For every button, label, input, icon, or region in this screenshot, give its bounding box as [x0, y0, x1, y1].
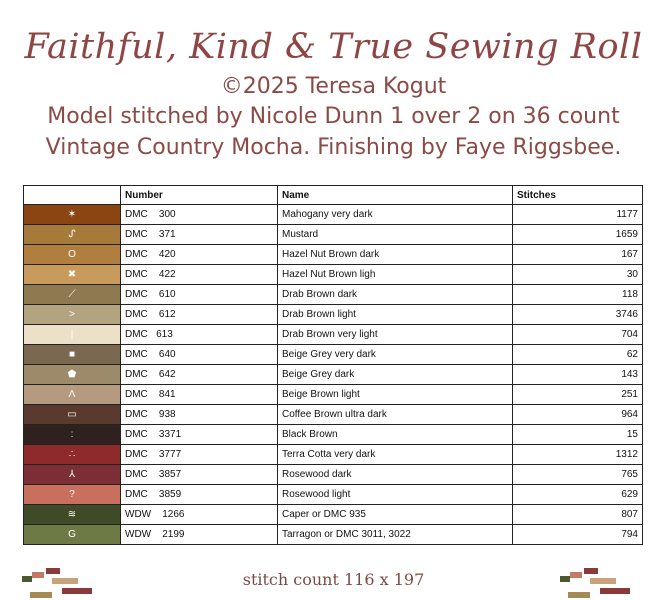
stitch-count-cell: 30 [513, 265, 643, 285]
color-swatch-symbol: | [24, 325, 121, 345]
floss-number: DMC 420 [121, 245, 278, 265]
floss-name: Rosewood light [278, 485, 513, 505]
stitch-count: stitch count 116 x 197 [242, 570, 425, 589]
stitch-count-cell: 629 [513, 485, 643, 505]
stitch-count-cell: 15 [513, 425, 643, 445]
table-row [24, 505, 643, 525]
color-swatch-symbol: ✖ [24, 265, 121, 285]
table-row [24, 405, 643, 425]
floss-number: DMC 642 [121, 365, 278, 385]
floss-name: Beige Brown light [278, 385, 513, 405]
color-swatch-symbol: ▭ [24, 405, 121, 425]
floss-name: Terra Cotta very dark [278, 445, 513, 465]
floss-name: Drab Brown light [278, 305, 513, 325]
color-swatch-symbol: ? [24, 485, 121, 505]
floss-number: DMC 371 [121, 225, 278, 245]
floss-number: DMC 3857 [121, 465, 278, 485]
floss-name: Black Brown [278, 425, 513, 445]
table-row [24, 525, 643, 545]
stitch-count-cell: 807 [513, 505, 643, 525]
floss-number: DMC 841 [121, 385, 278, 405]
floss-name: Mahogany very dark [278, 205, 513, 225]
color-swatch-symbol: G [24, 525, 121, 545]
table-row [24, 205, 643, 225]
floss-name: Coffee Brown ultra dark [278, 405, 513, 425]
stitch-count-cell: 704 [513, 325, 643, 345]
table-row [24, 445, 643, 465]
color-swatch-symbol: O [24, 245, 121, 265]
color-swatch-symbol: Λ [24, 385, 121, 405]
color-swatch-symbol: > [24, 305, 121, 325]
copyright-line: ©2025 Teresa Kogut [220, 74, 447, 99]
stitch-count-cell: 1659 [513, 225, 643, 245]
table-row [24, 245, 643, 265]
table-row [24, 305, 643, 325]
table-row [24, 465, 643, 485]
floss-name: Tarragon or DMC 3011, 3022 [278, 525, 513, 545]
stitch-count-cell: 1177 [513, 205, 643, 225]
floss-number: DMC 3777 [121, 445, 278, 465]
floss-name: Mustard [278, 225, 513, 245]
stitch-count-cell: 765 [513, 465, 643, 485]
table-row [24, 385, 643, 405]
col-header-number: Number [121, 186, 278, 205]
stitch-count-cell: 794 [513, 525, 643, 545]
floss-number: DMC 422 [121, 265, 278, 285]
stitch-count-cell: 62 [513, 345, 643, 365]
stitch-count-cell: 143 [513, 365, 643, 385]
floss-name: Drab Brown very light [278, 325, 513, 345]
color-swatch-symbol: ⬟ [24, 365, 121, 385]
color-swatch-symbol: ∴ [24, 445, 121, 465]
floss-number: WDW 1266 [121, 505, 278, 525]
floss-name: Hazel Nut Brown dark [278, 245, 513, 265]
color-swatch-symbol: : [24, 425, 121, 445]
stitch-count-cell: 167 [513, 245, 643, 265]
floss-rows [24, 205, 643, 545]
floss-number: DMC 938 [121, 405, 278, 425]
table-row [24, 365, 643, 385]
floss-number: DMC 612 [121, 305, 278, 325]
stitch-count-cell: 964 [513, 405, 643, 425]
color-swatch-symbol: ≋ [24, 505, 121, 525]
floss-number: DMC 300 [121, 205, 278, 225]
stitch-count-cell: 251 [513, 385, 643, 405]
col-header-name: Name [278, 186, 513, 205]
col-header-stitches: Stitches [513, 186, 643, 205]
floss-name: Hazel Nut Brown ligh [278, 265, 513, 285]
floss-name: Beige Grey dark [278, 365, 513, 385]
col-header-swatch [24, 186, 121, 205]
table-header-row [24, 186, 643, 205]
color-swatch-symbol: ■ [24, 345, 121, 365]
table-row [24, 325, 643, 345]
floss-number: DMC 3371 [121, 425, 278, 445]
stitch-count-cell: 118 [513, 285, 643, 305]
floss-number: DMC 613 [121, 325, 278, 345]
table-row [24, 425, 643, 445]
floss-name: Drab Brown dark [278, 285, 513, 305]
floss-number: WDW 2199 [121, 525, 278, 545]
color-swatch-symbol: ⟋ [24, 285, 121, 305]
color-swatch-symbol: ᔑ [24, 225, 121, 245]
color-swatch-symbol: ✶ [24, 205, 121, 225]
floss-name: Caper or DMC 935 [278, 505, 513, 525]
table-row [24, 225, 643, 245]
floss-number: DMC 610 [121, 285, 278, 305]
table-row [24, 345, 643, 365]
color-swatch-symbol: ⅄ [24, 465, 121, 485]
model-stitched-line: Model stitched by Nicole Dunn 1 over 2 on 36 count [47, 104, 620, 129]
floss-key-table [23, 185, 643, 545]
floss-name: Beige Grey very dark [278, 345, 513, 365]
pattern-title: Faithful, Kind & True Sewing Roll [24, 27, 643, 67]
stitch-count-cell: 1312 [513, 445, 643, 465]
fabric-finishing-line: Vintage Country Mocha. Finishing by Faye Riggsbee. [45, 135, 622, 160]
floss-name: Rosewood dark [278, 465, 513, 485]
floss-number: DMC 640 [121, 345, 278, 365]
stitch-count-cell: 3746 [513, 305, 643, 325]
table-row [24, 265, 643, 285]
table-row [24, 485, 643, 505]
table-row [24, 285, 643, 305]
floss-number: DMC 3859 [121, 485, 278, 505]
